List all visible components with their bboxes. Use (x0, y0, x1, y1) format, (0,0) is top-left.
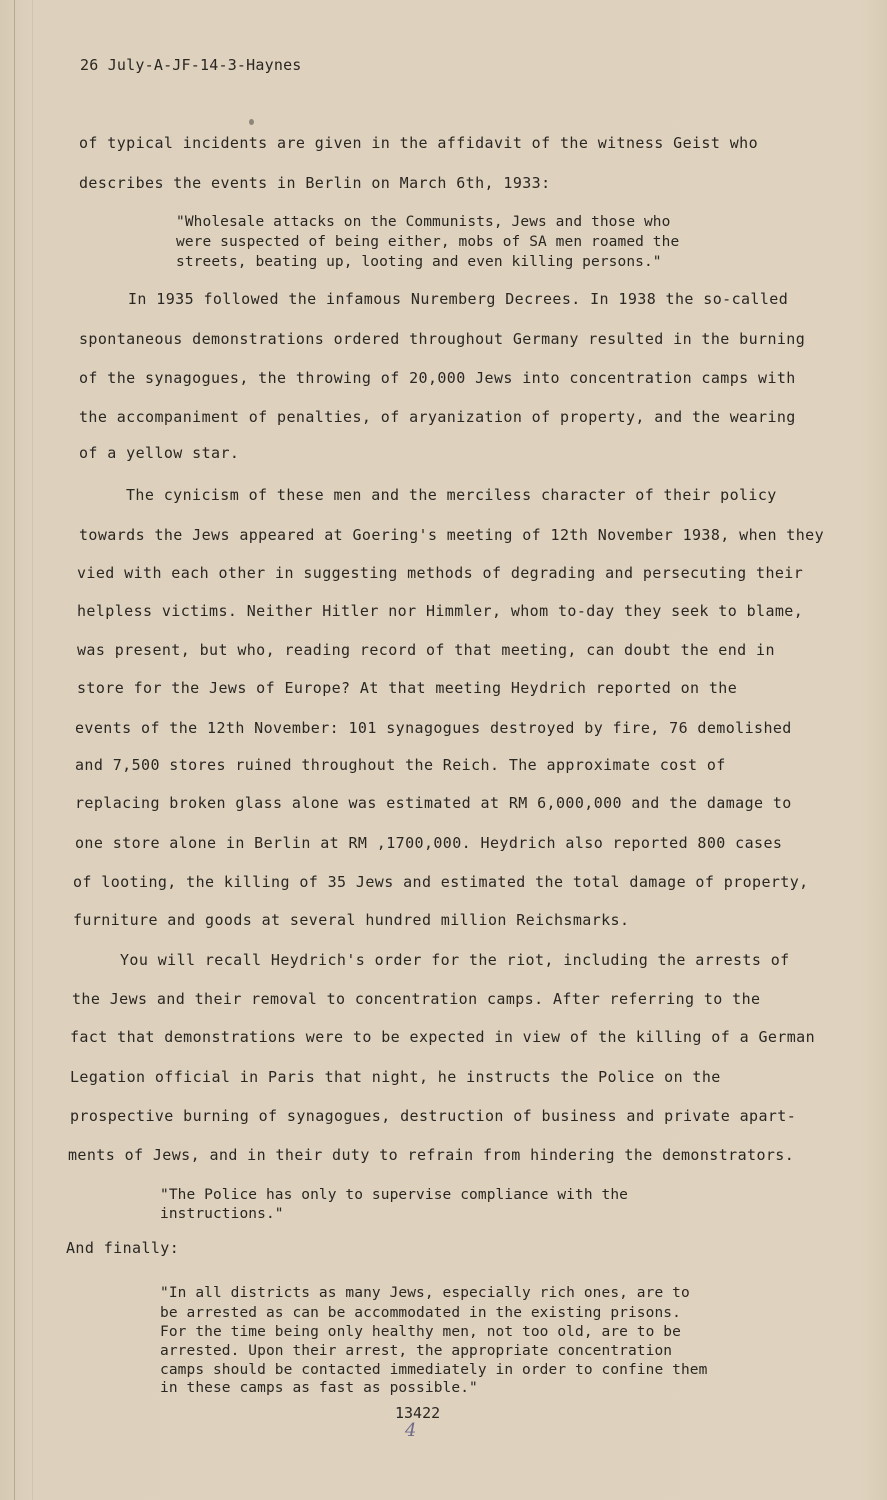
text-line: of typical incidents are given in the affidavit of the witness Geist who (79, 134, 759, 152)
quote-line: "In all districts as many Jews, especially rich ones, are to (160, 1285, 690, 1301)
text-line: of the synagogues, the throwing of 20,000 Jews into concentration camps with (79, 369, 796, 387)
text-line: spontaneous demonstrations ordered throughout Germany resulted in the burning (79, 330, 806, 348)
handwritten-mark: 4 (405, 1420, 417, 1441)
text-line: towards the Jews appeared at Goering's meeting of 12th November 1938, when they (79, 526, 825, 544)
quote-line: For the time being only healthy men, not too old, are to be (160, 1324, 681, 1340)
text-line: Legation official in Paris that night, he instructs the Police on the (70, 1068, 721, 1086)
text-line: The cynicism of these men and the merciless character of their policy (126, 486, 777, 504)
quote-line: arrested. Upon their arrest, the appropriate concentration (160, 1343, 673, 1359)
text-line: You will recall Heydrich's order for the riot, including the arrests of (120, 951, 790, 969)
text-line: furniture and goods at several hundred million Reichsmarks. (73, 911, 630, 929)
quote-line: "Wholesale attacks on the Communists, Jews and those who (176, 214, 671, 230)
quote-line: streets, beating up, looting and even killing persons." (176, 254, 662, 270)
text-line: ments of Jews, and in their duty to refrain from hindering the demonstrators. (68, 1146, 795, 1164)
text-line: was present, but who, reading record of that meeting, can doubt the end in (77, 641, 775, 659)
quote-line: camps should be contacted immediately in order to confine them (160, 1362, 708, 1378)
text-line: replacing broken glass alone was estimated at RM 6,000,000 and the damage to (75, 794, 792, 812)
quote-line: "The Police has only to supervise compliance with the (160, 1187, 628, 1203)
page-binding-line (32, 0, 33, 1500)
quote-line: were suspected of being either, mobs of SA men roamed the (176, 234, 680, 250)
text-line: In 1935 followed the infamous Nuremberg Decrees. In 1938 the so-called (128, 290, 789, 308)
text-line: the accompaniment of penalties, of aryanization of property, and the wearing (79, 408, 796, 426)
text-line: describes the events in Berlin on March 6th, 1933: (79, 174, 551, 192)
page-number: 13422 (395, 1404, 441, 1422)
text-line: helpless victims. Neither Hitler nor Himmler, whom to-day they seek to blame, (77, 602, 804, 620)
text-line: And finally: (66, 1239, 180, 1257)
text-line: of a yellow star. (79, 444, 240, 462)
page-left-edge (14, 0, 15, 1500)
text-line: fact that demonstrations were to be expected in view of the killing of a German (70, 1028, 816, 1046)
quote-line: instructions." (160, 1206, 284, 1222)
text-line: and 7,500 stores ruined throughout the Reich. The approximate cost of (75, 756, 726, 774)
quote-line: be arrested as can be accommodated in the existing prisons. (160, 1305, 681, 1321)
page-header: 26 July-A-JF-14-3-Haynes (80, 56, 302, 74)
text-line: of looting, the killing of 35 Jews and estimated the total damage of property, (73, 873, 809, 891)
text-line: one store alone in Berlin at RM ,1700,000. Heydrich also reported 800 cases (75, 834, 783, 852)
text-line: store for the Jews of Europe? At that meeting Heydrich reported on the (77, 679, 738, 697)
text-line: events of the 12th November: 101 synagogues destroyed by fire, 76 demolished (75, 719, 792, 737)
quote-line: in these camps as fast as possible." (160, 1380, 478, 1396)
text-line: the Jews and their removal to concentration camps. After referring to the (72, 990, 761, 1008)
text-line: prospective burning of synagogues, destruction of business and private apart- (70, 1107, 797, 1125)
text-line: vied with each other in suggesting methods of degrading and persecuting their (77, 564, 804, 582)
ink-dot (249, 119, 254, 125)
